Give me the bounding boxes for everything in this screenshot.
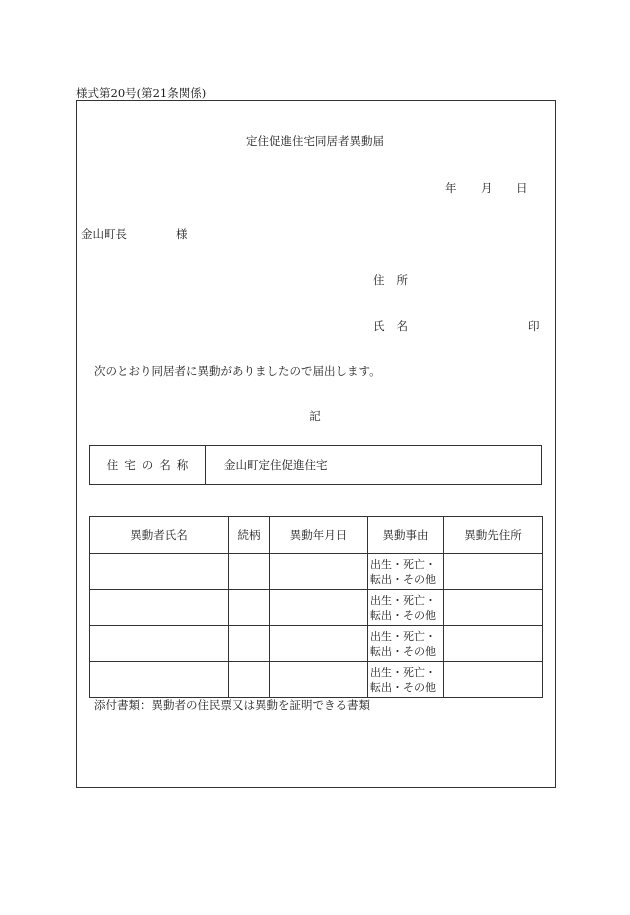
addressee-name: 金山町長 xyxy=(81,227,127,241)
new-address-cell[interactable] xyxy=(444,590,543,626)
relationship-cell[interactable] xyxy=(229,626,270,662)
date-cell[interactable] xyxy=(270,554,368,590)
reason-cell xyxy=(368,626,444,662)
ki-mark: 記 xyxy=(309,409,321,423)
housing-value: 金山町定住促進住宅 xyxy=(224,458,328,472)
reason-line1: 出生・死亡・ xyxy=(370,629,436,643)
name-cell[interactable] xyxy=(90,590,229,626)
date-day-label: 日 xyxy=(516,181,528,195)
relationship-cell[interactable] xyxy=(229,662,270,698)
reason-line2: 転出・その他 xyxy=(370,680,436,694)
reason-line2: 転出・その他 xyxy=(370,608,436,622)
header-reason: 異動事由 xyxy=(368,517,444,554)
name-cell[interactable] xyxy=(90,662,229,698)
reason-cell xyxy=(368,662,444,698)
name-cell[interactable] xyxy=(90,626,229,662)
new-address-cell[interactable] xyxy=(444,626,543,662)
date-cell[interactable] xyxy=(270,662,368,698)
table-row xyxy=(90,554,543,590)
reason-cell xyxy=(368,554,444,590)
reason-line2: 転出・その他 xyxy=(370,644,436,658)
name-cell[interactable] xyxy=(90,554,229,590)
change-table xyxy=(89,516,543,698)
body-text: 次のとおり同居者に異動がありましたので届出します。 xyxy=(94,364,381,378)
header-name: 異動者氏名 xyxy=(90,517,229,554)
document-title: 定住促進住宅同居者異動届 xyxy=(246,134,384,148)
new-address-cell[interactable] xyxy=(444,662,543,698)
reason-line2: 転出・その他 xyxy=(370,572,436,586)
addressee-honorific: 様 xyxy=(176,227,188,241)
seal-mark: 印 xyxy=(528,319,540,333)
date-cell[interactable] xyxy=(270,590,368,626)
date-year-label: 年 xyxy=(445,181,457,195)
form-number: 様式第20号(第21条関係) xyxy=(76,86,207,100)
header-date: 異動年月日 xyxy=(270,517,368,554)
reason-line1: 出生・死亡・ xyxy=(370,593,436,607)
housing-table xyxy=(89,445,542,485)
housing-label: 住宅の名称 xyxy=(90,446,206,484)
applicant-address-label: 住所 xyxy=(373,273,420,287)
table-row xyxy=(90,626,543,662)
header-new-address: 異動先住所 xyxy=(444,517,543,554)
attachment-note: 添付書類：異動者の住民票又は異動を証明できる書類 xyxy=(94,698,370,712)
reason-cell xyxy=(368,590,444,626)
change-table-header-row xyxy=(90,517,543,554)
reason-line1: 出生・死亡・ xyxy=(370,665,436,679)
table-row xyxy=(90,662,543,698)
new-address-cell[interactable] xyxy=(444,554,543,590)
reason-line1: 出生・死亡・ xyxy=(370,557,436,571)
table-row xyxy=(90,590,543,626)
relationship-cell[interactable] xyxy=(229,554,270,590)
date-cell[interactable] xyxy=(270,626,368,662)
applicant-name-label: 氏名 xyxy=(373,319,420,333)
date-month-label: 月 xyxy=(481,181,493,195)
header-relationship: 続柄 xyxy=(229,517,270,554)
relationship-cell[interactable] xyxy=(229,590,270,626)
